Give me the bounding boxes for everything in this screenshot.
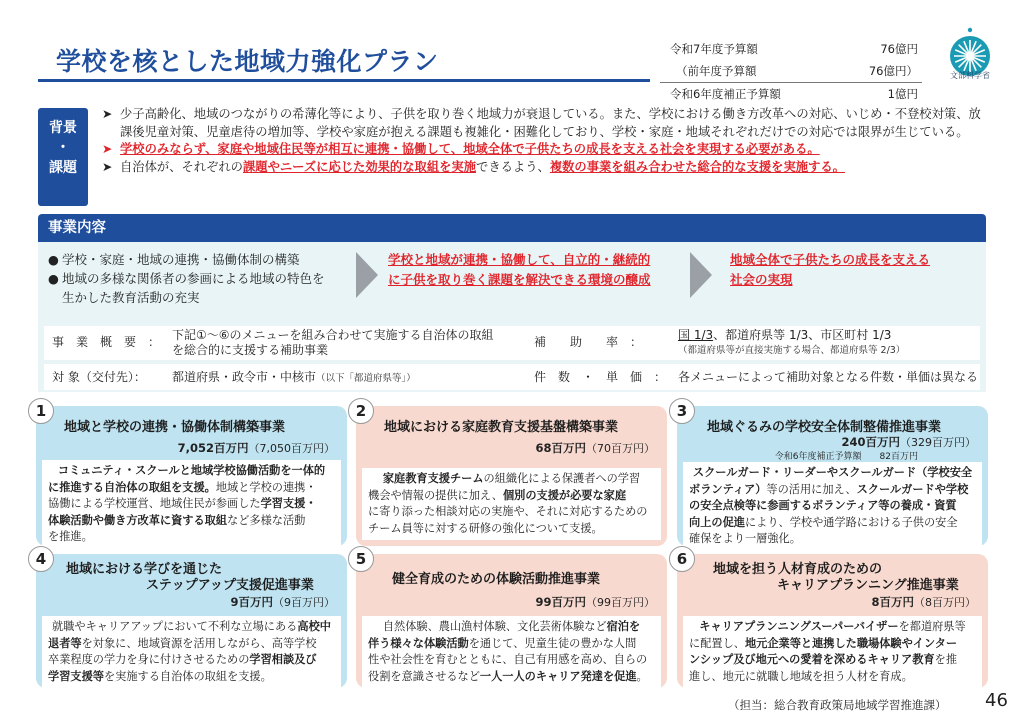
amount-value: 68百万円 <box>535 441 586 455</box>
highlight-text: 課題やニーズに応じた効果的な取組を実施 <box>242 159 477 174</box>
arrow-icon: ➤ <box>102 107 113 121</box>
card-amount <box>535 594 655 610</box>
desc-text: など多様な活動 <box>227 513 306 527</box>
program-card-3 <box>676 402 988 546</box>
desc-text: を通じて、児童生徒の豊かな人間 <box>468 636 637 650</box>
card-title: 地域ぐるみの学校安全体制整備推進事業 <box>707 420 942 435</box>
desc-text: 進し、地元に就職し地域を担う人材を育成。 <box>689 669 913 683</box>
highlight-text: 複数の事業を組み合わせた総合的な支援を実施する。 <box>549 159 845 174</box>
desc-text: 。 <box>636 669 648 683</box>
desc-text: 卒業程度の学力を身に付けさせるための <box>48 653 250 666</box>
budget-value: 76億円 <box>880 42 918 56</box>
card-description <box>42 616 341 688</box>
budget-label: 令和7年度予算額 <box>670 42 758 56</box>
desc-text: を都道府県等 <box>898 620 966 633</box>
desc-bold: スクールガード・リーダーやスクールガード（学校安全 <box>692 466 973 479</box>
supp-label: 令和6年度補正予算額 <box>774 452 862 462</box>
bullet-list <box>48 250 378 307</box>
desc-text: 自然体験、農山漁村体験、文化芸術体験など <box>382 620 607 633</box>
desc-bold: 向上の促進 <box>689 515 745 529</box>
desc-bold: 家庭教育支援チーム <box>382 472 484 485</box>
amount-previous: （329百万円） <box>900 436 976 449</box>
flow-text-line: 地域全体で子供たちの成長を支える <box>730 252 931 267</box>
desc-bold: 学習相談及び <box>249 653 317 666</box>
desc-text: により、学校や通学路における子供の安全 <box>744 515 958 529</box>
arrow-icon: ➤ <box>102 159 113 174</box>
desc-text: 等の活用に加え、 <box>766 482 857 496</box>
background-item <box>100 159 985 177</box>
card-title: 地域における家庭教育支援基盤構築事業 <box>384 420 619 435</box>
program-card-6 <box>676 550 988 688</box>
budget-table <box>660 38 922 104</box>
amount-value: 99百万円 <box>535 595 586 609</box>
card-description <box>683 616 982 688</box>
desc-bold: 一人一人のキャリア発達を促進 <box>479 669 637 683</box>
background-text <box>100 106 985 176</box>
info-label: 対 象（交付先）： <box>52 370 146 384</box>
label-text: ・ <box>56 140 70 156</box>
card-amount <box>871 594 976 610</box>
card-number: 2 <box>348 398 374 424</box>
amount-previous: （9百万円） <box>273 596 335 609</box>
card-title: 地域を担う人材育成のための <box>713 562 883 577</box>
supp-value: 82百万円 <box>879 452 918 462</box>
program-card-5 <box>355 550 667 688</box>
amount-previous: （7,050百万円） <box>248 442 335 455</box>
info-value-line: 国 1/3 <box>678 328 714 342</box>
info-label: 補 助 率 ： <box>534 335 643 349</box>
card-number: 3 <box>669 398 695 424</box>
desc-text: 就職やキャリアアップにおいて不利な立場にある <box>52 620 298 633</box>
section-header: 事業内容 <box>38 214 986 242</box>
desc-bold: の安全点検等に参画するボランティア等の養成・資質 <box>689 499 957 512</box>
budget-row-supplementary <box>660 82 922 104</box>
desc-text: を対象に、地域資源を活用しながら、高等学校 <box>81 636 317 650</box>
card-amount <box>535 440 655 456</box>
card-description <box>362 616 661 688</box>
background-item-text: 少子高齢化、地域のつながりの希薄化等により、子供を取り巻く地域力が衰退している。また、学校における働き方改革への対応、いじめ・不登校対策、放課後児童対策、児童虐待の増加等、学校や家庭が抱える課題も複雑化・困難化しており、学校・家庭・地域それぞれだけでの対応では限界が生じている。 <box>120 107 981 139</box>
card-number: 5 <box>348 546 374 572</box>
desc-bold: 地元企業等と連携した職場体験やインター <box>744 636 958 650</box>
logo-caption: 文部科学省 <box>950 71 990 80</box>
background-item <box>100 106 985 141</box>
bullet-text: 生かした教育活動の充実 <box>62 290 200 305</box>
desc-bold: 宿泊を <box>606 620 641 633</box>
amount-value: 8百万円 <box>871 595 914 609</box>
desc-bold: ンシップ及び地元への愛着を深めるキャリア教育 <box>689 653 935 666</box>
budget-label: （前年度予算額 <box>676 64 757 78</box>
desc-bold: 学習支援等 <box>48 669 104 683</box>
desc-text: 役割を意識させるなど <box>368 669 480 683</box>
info-table <box>38 322 986 392</box>
title-underline <box>38 79 650 82</box>
desc-text: に寄り添った相談対応の実施や、それに対応するための <box>368 505 648 518</box>
desc-bold: キャリアプランニングスーパーバイザー <box>699 620 899 633</box>
card-amount <box>841 434 976 450</box>
desc-bold: 退者等 <box>48 636 82 650</box>
info-value <box>172 370 416 386</box>
info-note: （以下「都道府県等」） <box>316 373 416 384</box>
desc-bold: ボランティア） <box>689 482 767 496</box>
info-label: 事 業 概 要 ： <box>52 335 161 349</box>
bullet-item <box>48 288 378 307</box>
bullet-text: 学校・家庭・地域の連携・協働体制の構築 <box>62 252 300 267</box>
amount-previous: （70百万円） <box>586 442 655 455</box>
flow-goal-1 <box>388 250 651 290</box>
desc-bold: 体験活動や働き方改革に資する取組 <box>48 513 228 527</box>
card-title: 健全育成のための体験活動推進事業 <box>392 572 601 587</box>
bullet-icon: ● <box>48 252 59 267</box>
desc-bold: 高校中 <box>297 620 331 633</box>
program-card-1 <box>35 402 347 546</box>
background-item-text: 学校のみならず、家庭や地域住民等が相互に連携・協働して、地域全体で子供たちの成長を支える社会を実現する必要がある。 <box>120 142 820 156</box>
info-value-line: 、都道府県等 1/3、市区町村 1/3 <box>713 328 892 342</box>
card-number: 6 <box>669 546 695 572</box>
info-row-overview <box>44 326 980 360</box>
card-title: ステップアップ支援促進事業 <box>146 578 314 593</box>
desc-text: を実施する自治体の取組を支援。 <box>103 669 272 683</box>
background-item-text: できるよう、 <box>476 159 550 174</box>
label-text: 背景 <box>49 120 77 136</box>
budget-row-current <box>660 38 922 60</box>
card-number: 1 <box>28 398 54 424</box>
amount-value: 9百万円 <box>230 595 273 609</box>
chevron-right-icon <box>690 252 712 298</box>
page-title: 学校を核とした地域力強化プラン <box>56 47 439 76</box>
desc-bold: スクールガードや学校 <box>856 482 969 496</box>
card-description <box>362 468 661 540</box>
desc-text: 確保をより一層強化。 <box>689 532 801 545</box>
info-label: 件 数 ・ 単 価 ： <box>534 370 667 384</box>
desc-bold: 学習支援・ <box>260 497 317 510</box>
flow-text-line: 社会の実現 <box>730 272 793 287</box>
program-card-2 <box>355 402 667 546</box>
card-supplementary <box>775 449 918 462</box>
desc-text: 地域と学校の連携・ <box>215 480 317 494</box>
info-value: 各メニューによって補助対象となる件数・単価は異なる <box>678 370 979 384</box>
desc-text: に配置し、 <box>689 636 745 650</box>
desc-bold: コミュニティ・スクールと地域学校協働活動を一体的 <box>57 464 326 477</box>
card-amount <box>178 440 335 456</box>
label-text: 課題 <box>49 160 77 176</box>
info-value-line: を総合的に支援する補助事業 <box>172 343 329 357</box>
card-description <box>683 462 982 551</box>
desc-text: 協働による学校運営、地域住民が参画した <box>48 497 261 510</box>
amount-value: 7,052百万円 <box>177 441 249 455</box>
bullet-text: 地域の多様な関係者の参画による地域の特色を <box>62 271 325 286</box>
budget-value: 76億円） <box>868 64 918 78</box>
card-number: 4 <box>28 546 54 572</box>
desc-text: を推 <box>934 653 958 666</box>
desc-text: チーム員等に対する研修の強化について支援。 <box>368 521 603 535</box>
background-item <box>100 141 985 159</box>
arrow-icon: ➤ <box>102 142 113 156</box>
desc-text: 機会や情報の提供に加え、 <box>368 488 503 502</box>
background-label <box>38 108 88 206</box>
card-title: 地域と学校の連携・協働体制構築事業 <box>64 420 286 435</box>
desc-bold: に推進する自治体の取組を支援。 <box>48 480 216 494</box>
info-row-target <box>44 364 980 390</box>
desc-bold: 個別の支援が必要な家庭 <box>502 488 627 502</box>
bullet-item <box>48 250 378 269</box>
info-value-line: 下記①～⑥のメニューを組み合わせて実施する自治体の取組 <box>172 328 494 342</box>
desc-text: 性や社会性を育むとともに、自己有用感を高め、自らの <box>368 653 648 666</box>
bullet-icon: ● <box>48 271 59 286</box>
budget-label: 令和6年度補正予算額 <box>670 86 781 101</box>
amount-previous: （99百万円） <box>586 596 655 609</box>
card-description <box>42 460 341 549</box>
amount-previous: （8百万円） <box>914 596 976 609</box>
info-value <box>172 328 494 358</box>
info-value <box>678 328 905 358</box>
flow-text-line: に子供を取り巻く課題を解決できる環境の醸成 <box>388 272 651 287</box>
desc-bold: 伴う様々な体験活動 <box>368 636 469 650</box>
page-number: 46 <box>985 690 1008 711</box>
program-card-4 <box>35 550 347 688</box>
card-title: 地域における学びを通じた <box>66 562 223 577</box>
desc-text: を推進。 <box>48 530 93 543</box>
budget-row-previous <box>660 60 922 82</box>
flow-goal-2 <box>730 250 930 290</box>
content-panel <box>38 242 986 392</box>
desc-text: の組織化による保護者への学習 <box>483 472 641 485</box>
info-value-line: 都道府県・政令市・中核市 <box>172 370 317 384</box>
card-title: キャリアプランニング推進事業 <box>777 578 959 593</box>
flow-text-line: 学校と地域が連携・協働して、自立的・継続的 <box>388 252 651 267</box>
budget-value: 1億円 <box>887 86 918 101</box>
card-amount <box>230 594 335 610</box>
bullet-item <box>48 269 378 288</box>
amount-value: 240百万円 <box>841 435 900 449</box>
footer-contact: （担当：総合教育政策局地域学習推進課） <box>728 698 947 712</box>
background-item-text: 自治体が、それぞれの <box>120 159 243 174</box>
info-note: （都道府県等が直接実施する場合、都道府県等 2/3） <box>678 345 906 356</box>
